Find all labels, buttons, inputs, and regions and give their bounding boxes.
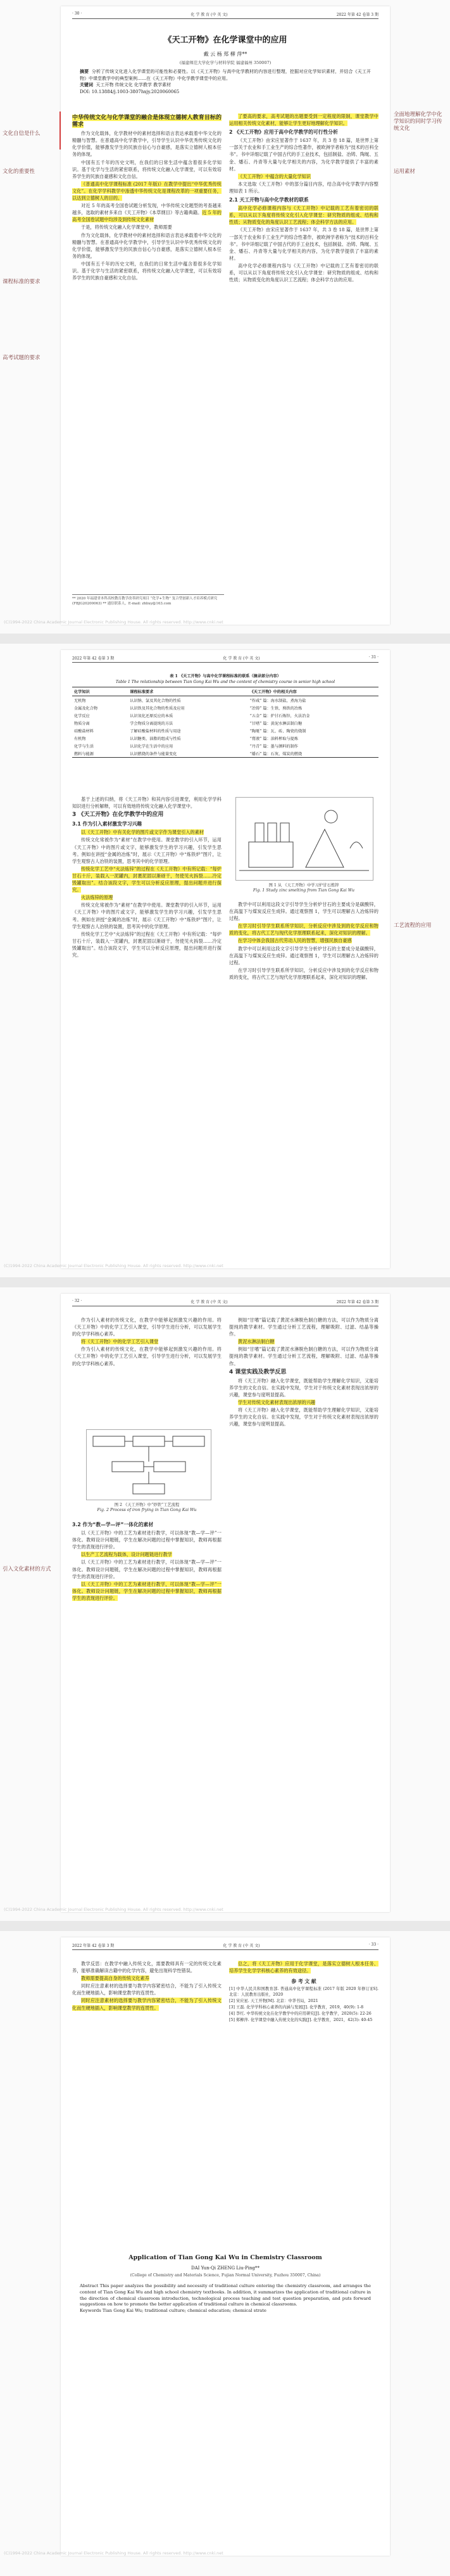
reference-item: [3] 王磊. 化学学科核心素养的内涵与发展[J]. 化学教育，2019，40(9): 1-8 [229,2005,364,2010]
article-authors: 戴 云 杨 郑 柳 萍** [203,51,247,57]
table-cell: 认识化学在生活中的应用 [130,744,173,749]
paragraph: 火法炼锌的原理 [81,895,113,901]
watermark: (C)1994-2022 China Academic Journal Electronic Publishing House. All rights reserved. http://www.cnki.net [4,620,223,625]
paragraph: 传统文化常被作为“素材”在教学中使用。课堂教学的引入环节，运用《天工开物》中的图片或文字，能够激发学生的学习兴趣，引发学生思考。例如在讲授“金属的冶炼”时，展示《天工开物》中“炼铁炉”图片，让学生观察古人冶铁的装置，思考其中的化学原理。 [72,902,222,929]
paragraph: 同时应注意素材的选择要与教学内容紧密结合，不能为了引入传统文化而生硬地插入，影响课堂教学的连贯性。 [72,1998,222,2011]
table-cell: 燃料与能源 [72,749,128,758]
column-right [229,901,378,981]
table-row [72,734,378,742]
table-cell: “甘嗜” 篇：黄泥水淋法制白糖 [249,721,303,726]
section-2-heading: 2 《天工开物》应用于高中化学教学的可行性分析 [229,129,338,136]
page-4 [0,1931,450,2576]
annotation-mark [59,112,61,150]
abstract-label: 摘要 [80,68,89,74]
journal-issue: 2022 年第 42 卷第 3 期 [336,1300,378,1304]
reference-item: [4] 李红. 中华传统文化在化学教学中的应用研究[J]. 化学教学，2020(5): 22-26 [229,2012,372,2017]
table-cell: 认识燃烧的条件与能量变化 [128,749,247,758]
paragraph: 对近 5 年的高考全国卷试题分析发现，中华传统文化题型的考查越来越多，选取的素材多来自《天工开物》《本草纲目》等古籍典籍。近 5 年的高考全国卷试题中均涉及到传统文化素材 [72,203,222,223]
reference-item: [5] 郑柳萍. 化学课堂中融入传统文化的实践[J]. 化学教育，2021，42(3): 40-45 [229,2018,373,2023]
column-right [229,1317,378,1428]
paragraph: 《天工开物》中蕴含的大量化学知识 [238,173,311,179]
column-left [72,796,222,959]
paragraph: 作为文化载体，化学教材中的素材选择和语言表达承载着中华文化的精髓与智慧。在普通高中化学教学中，引导学生认识中华优秀传统文化的化学价值，能够激发学生的民族自信心与自豪感，是落实立德树人根本任务的体现。 [72,232,222,259]
paragraph: 以《天工开物》中的工艺为素材进行教学，可以体现“教—学—评”一体化。教师设计问题链，学生在解决问题的过程中掌握知识，教师再根据学生的表现进行评价。 [72,1581,222,1601]
paper-sheet [61,1937,390,2556]
table-row [72,711,378,719]
table-cell: 学会物质分离提纯的方法 [130,721,173,726]
table-cell: 无机物 [74,698,86,703]
table-row [72,696,378,705]
table-cell: 认识钠、氯及其化合物的性质 [130,698,181,703]
english-keywords: Keywords Tian Gong Kai Wu; traditional culture; chemical education; chemical strate [80,2308,266,2314]
table-cell: 金属及化合物 [74,706,98,711]
paragraph: 基于上述的归纳，将《天工开物》和其内容引进课堂，利用化学学科知识进行分析解释，可以有效地将传统文化融入化学课堂中。 [72,796,222,810]
journal-name: 化 学 教 育 (中 英 文) [223,656,260,661]
paragraph: 作为文化载体，化学教材中的素材选择和语言表达承载着中华文化的精髓与智慧。在普通高中化学教学中，引导学生认识中华优秀传统文化的化学价值，能够激发学生的民族自信心与自豪感，是落实立德树人根本任务的体现。 [72,131,222,158]
keywords-text: 天工开物 传统文化 化学教学 教学素材 [96,82,172,87]
page-number: · 32 · [72,1299,82,1303]
english-authors: DAI Yun-Qi ZHENG Liu-Ping** [191,2266,259,2271]
column-left-lower [72,1519,222,1602]
paragraph: 将《天工开物》融入化学课堂，既能帮助学生理解化学知识，又能培养学生的文化自信。在实践中发现，学生对于传统文化素材表现出浓厚的兴趣，课堂参与度明显提高。 [229,1377,378,1398]
paragraph: 教学中可以利用这段文字引导学生分析炉甘石的主要成分是碳酸锌，在高温下与煤炭反应生成锌。通过观察图 1，学生可以理解古人冶炼锌的过程。 [229,902,378,922]
paragraph: 教学中可以利用这段文字引导学生分析炉甘石的主要成分是碳酸锌，在高温下与煤炭反应生成锌。通过观察图 1，学生可以理解古人冶炼锌的过程。 [229,945,378,966]
paragraph: 将《天工开物》融入化学课堂，既能帮助学生理解化学知识，又能培养学生的文化自信。在实践中发现，学生对于传统文化素材表现出浓厚的兴趣，课堂参与度明显提高。 [229,1407,378,1427]
table-1 [72,673,378,758]
margin-note: 运用素材 [394,169,416,175]
journal-issue: 2022 年第 42 卷第 3 期 [72,1944,115,1948]
running-header [72,11,378,19]
table-cell: 有机物 [74,736,86,741]
paragraph: 中国有五千年的历史文明，在我们的日常生活中蕴含着很多化学知识。基于化学与生活的紧密联系，将传统文化融入化学课堂，可以有效培养学生的民族自豪感和文化自信。 [72,260,222,281]
paragraph: 以《天工开物》中的工艺为素材进行教学，可以体现“教—学—评”一体化。教师设计问题链，学生在解决问题的过程中掌握知识，教师再根据学生的表现进行评价。 [72,1530,222,1550]
section-3-2-heading: 3.2 作为“教—学—评”一体化的素材 [72,1522,154,1527]
english-abstract-text: Abstract This paper analyzes the possibility and necessity of traditional culture entering the chemistry classroom, and arranges the content of Tian Gong Kai Wu and high school chemistry textbooks. In addition, it summarizes the application of traditional culture in the direction of chemical classroom introduction, technological process teaching and test question preparation, and puts forward suggestions on how to promote the better application of traditional culture in chemical classrooms. [80,2283,371,2307]
english-affiliation: (College of Chemistry and Materials Science, Fujian Normal University, Fuzhou 350007, China) [130,2273,321,2278]
page-number: · 31 · [368,655,378,660]
section-1-heading: 中华传统文化与化学课堂的融合是体现立德树人教育目标的需求 [72,115,222,129]
table-header: 《天工开物》中的相关内容 [248,687,378,696]
running-header [72,1299,378,1306]
abstract-text: 分析了传统文化进入化学课堂的可能性和必要性。以《天工开物》与高中化学教材的内容进行整理，挖掘对应化学知识素材，并结合《天工开物》中课堂教学中的典型案例……在《天工开物》中化学教学课堂中的应用。 [80,69,372,81]
paper-sheet [61,6,390,625]
table-cell: 认识糖类、油脂的组成与性质 [130,736,181,741]
table-cell: 硅酸盐材料 [74,729,94,734]
watermark: (C)1994-2022 China Academic Journal Electronic Publishing House. All rights reserved. http://www.cnki.net [4,1263,223,1268]
paper-sheet [61,1294,390,1912]
references-heading: 参 考 文 献 [291,1979,316,1985]
table-cell: 化学与生活 [74,744,94,749]
table-cell: 物质分离 [74,721,90,726]
doi: DOI: 10.13884/j.1003-3807hxjy.2020060065 [80,89,180,94]
figure-1-illustration [235,797,373,881]
table-cell: “五金” 篇：炉甘石炼锌，火法冶金 [249,713,310,718]
paper-sheet [61,650,390,1268]
paragraph: 学生对传统文化素材表现出浓厚的兴趣 [238,1400,316,1406]
figure-2-caption: 图 2 《天工开物》中“炒铁”工艺流程 [114,1503,180,1507]
table-row [72,727,378,734]
page-3 [0,1287,450,1921]
section-3-1-heading: 3.1 作为引入素材激发学习兴趣 [72,821,142,827]
paragraph: 本文选取《天工开物》中的部分篇目内容，结合高中化学教学内容整理如表 1 所示。 [229,181,378,194]
column-right [229,113,378,284]
table-cell: 认识铁及其化合物的性质及应用 [130,706,185,711]
paragraph: 将《天工开物》中的化学工艺引入课堂 [81,1339,159,1345]
column-left [72,1317,222,1368]
paragraph: 例如“甘嗜”篇记载了黄泥水淋脱色制白糖的方法，可以作为物质分离提纯的教学素材。学生通过分析工艺流程，理解吸附、过滤、结晶等操作。 [229,1346,378,1367]
article-affiliation: (福建师范大学化学与材料学院 福建福州 350007) [179,60,272,65]
page-number: · 30 · [72,11,82,16]
paragraph: 作为引入素材的传统文化，在教学中能够起到激发兴趣的作用。将《天工开物》中的化学工艺引入课堂，引导学生进行分析，可以发展学生的化学学科核心素养。 [72,1317,222,1337]
paragraph: 《天工开物》由宋应星著作于 1637 年，共 3 卷 18 篇，是世界上第一部关于农业和手工业生产的综合性著作，被欧洲学者称为“技术的百科全书”。书中详细记载了中国古代的手工业技术，包括制盐、冶铸、陶埏、五金、燔石、丹青等大量与化学相关的内容，为化学教学提供了丰富的素材。 [229,137,378,172]
paragraph: 以《天工开物》中的工艺为素材进行教学，可以体现“教—学—评”一体化。教师设计问题链，学生在解决问题的过程中掌握知识，教师再根据学生的表现进行评价。 [72,1559,222,1579]
paragraph: 总之，将《天工开物》应用于化学课堂，是落实立德树人根本任务、培养学生化学学科核心素养的有效途径。 [229,1961,378,1974]
paragraph: 同时应注意素材的选择要与教学内容紧密结合，不能为了引入传统文化而生硬地插入，影响课堂教学的连贯性。 [72,1983,222,1996]
figure-2-flowchart [86,1429,211,1500]
section-3-heading: 3 《天工开物》在化学教学中的应用 [72,812,164,819]
table-header: 化学知识 [72,687,128,696]
paragraph: 《天工开物》由宋应星著作于 1637 年，共 3 卷 18 篇，是世界上第一部关于农业和手工业生产的综合性著作，被欧洲学者称为“技术的百科全书”。书中详细记载了中国古代的手工业技术，包括制盐、冶铸、陶埏、五金、燔石、丹青等大量与化学相关的内容，为化学教学提供了丰富的素材。 [229,227,378,261]
table-cell: “膏液” 篇：油料榨取与提炼 [249,736,298,741]
paragraph: 传统化学工艺中“火法炼锌”的过程在《天工开物》中有所记载：“每炉甘石十斤，装载入一泥罐内，封裹泥固以渐砑干，勿使见火拆裂……冷定毁罐取出”。结合该段文字，学生可以分析反应原理，提出问题并进行探究。 [72,931,222,958]
table-cell: 化学反应 [74,713,90,718]
keywords-label: 关键词 [80,82,93,87]
table-cell: “作咸” 篇：海水制盐，煮海为盐 [249,698,306,703]
table-row [72,719,378,727]
section-2-1-heading: 2.1 天工开物与高中化学教材的联系 [229,197,309,203]
english-title: Application of Tian Gong Kai Wu in Chemistry Classroom [128,2254,322,2261]
column-right [229,1960,378,2024]
paragraph: 于是，将传统文化融入化学课堂中，教师需要 [81,224,172,231]
margin-note: 工艺流程的应用 [394,922,432,929]
paragraph: 教学反思：在教学中融入传统文化，需要教师具有一定的传统文化素养，能够准确解读古籍中的化学内容，避免出现科学性错误。 [72,1961,222,1974]
reference-list [229,1986,378,2023]
margin-note: 全面地理解化学中化学知识的同时学习传统文化 [394,112,442,132]
paragraph: 在学习中体会我国古代劳动人民的智慧，增强民族自豪感 [238,938,352,944]
paragraph: 教师需要提高自身的传统文化素养 [81,1975,149,1982]
table-cell: “冶铸” 篇：生铁、熟铁的冶炼 [249,706,303,711]
journal-name: 化 学 教 育 (中 英 文) [191,1300,228,1304]
paragraph: 在学习时引导学生联系所学知识，分析反应中涉及到的化学反应和物质的变化，将古代工艺与现代化学原理联系起来，深化对知识的理解。 [229,967,378,980]
page-1 [0,0,450,634]
figure-1-caption: 图 1 从 《天工开物》中学习炉甘石炼锌 [268,883,339,888]
footnote: ** 2020 年福建省本科高校教育教学改革研究项目 “化学+生物” 复合型创新人才培养模式研究 (FBJG20200063) ** 通信联系人，E-mail: zhliuy@163.com [72,594,224,606]
paragraph: 在学习时引导学生联系所学知识，分析反应中涉及到的化学反应和物质的变化，将古代工艺与现代化学原理联系起来，深化对知识的理解。 [229,923,378,936]
margin-note: 文化的重要性 [3,169,35,175]
table-header: 课程标准要求 [128,687,247,696]
paragraph: 《普通高中化学课程标准 (2017 年版)》在教学中提出“中华优秀传统文化”。在化学学科教学中渗透中华传统文化是课程改革的一项重要任务，以达到立德树人的目的。 [72,181,222,201]
article-title: 《天工开物》在化学课堂中的应用 [163,35,287,45]
paragraph: 例如“甘嗜”篇记载了黄泥水淋脱色制白糖的方法，可以作为物质分离提纯的教学素材。学生通过分析工艺流程，理解吸附、过滤、结晶等操作。 [229,1317,378,1337]
running-header [72,655,378,663]
paragraph: 传统文化常被作为“素材”在教学中使用。课堂教学的引入环节，运用《天工开物》中的图片或文字，能够激发学生的学习兴趣，引发学生思考。例如在讲授“金属的冶炼”时，展示《天工开物》中“炼铁炉”图片，让学生观察古人冶铁的装置，思考其中的化学原理。 [72,837,222,864]
figure-2-caption-en: Fig. 2 Process of iron frying in Tian Gong Kai Wu [97,1508,197,1512]
paragraph: 以生产工艺流程为载体，设计问题链进行教学 [81,1552,172,1558]
margin-note: 高考试题的要求 [3,355,41,361]
table [72,687,378,758]
journal-issue: 2022 年第 42 卷第 3 期 [72,656,115,661]
page-number: · 33 · [368,1942,378,1947]
table-cell: “燔石” 篇：石灰、煤炭的燃烧 [248,749,378,758]
table-row [72,704,378,711]
table-caption-en: Table 1 The relationship between Tian Gong Kai Wu and the content of chemistry course in senior high school [115,680,335,684]
english-abstract [80,2283,371,2314]
figure-1-caption-en: Fig. 1 Study zinc smelting from Tian Gong Kai Wu [253,888,355,893]
reference-item: [2] 宋应星. 天工开物[M]. 北京：中华书局，2021 [229,1999,318,2004]
margin-note: 引入文化素材的方式 [3,1566,51,1572]
paragraph: 中国有五千年的历史文明，在我们的日常生活中蕴含着很多化学知识。基于化学与生活的紧密联系，将传统文化融入化学课堂，可以有效培养学生的民族自豪感和文化自信。 [72,159,222,179]
journal-name: 化 学 教 育 (中 英 文) [223,1944,260,1948]
table-row [72,742,378,749]
paragraph: 高中化学必修课程内容与《天工开物》中记载的工艺有着密切的联系，可以从以下角度将传统文化引入化学课堂：研究物质的组成、结构和性质；从物质变化的角度认识工艺流程；体会科学方法的应用。 [229,262,378,283]
table-caption: 表 1 《天工开物》与高中化学课程标准的联系（摘录部分内容） [170,674,281,679]
reference-item: [1] 中华人民共和国教育部. 普通高中化学课程标准 (2017 年版 2020 年修订)[S]. 北京：人民教育出版社，2020 [229,1987,378,1998]
table-cell: 认识氧化还原反应的本质 [130,713,173,718]
column-left [72,113,222,282]
margin-note: 文化自信是什么 [3,131,41,137]
section-4-heading: 4 课堂实践及教学反思 [229,1368,287,1375]
watermark: (C)1994-2022 China Academic Journal Electronic Publishing House. All rights reserved. http://www.cnki.net [4,1907,223,1912]
running-header [72,1942,378,1950]
journal-issue: 2022 年第 42 卷第 3 期 [336,13,378,17]
page-2 [0,644,450,1277]
table-cell: “陶埏” 篇：瓦、砖、陶瓷的烧制 [249,729,306,734]
table-cell: “丹青” 篇：墨与颜料的制作 [249,744,298,749]
table-row [72,749,378,758]
paragraph: 高中化学必修课程内容与《天工开物》中记载的工艺有着密切的联系，可以从以下角度将传统文化引入化学课堂：研究物质的组成、结构和性质；从物质变化的角度认识工艺流程；体会科学方法的应用。 [229,205,378,226]
margin-note: 课程标准的要求 [3,279,41,285]
paragraph: 以《天工开物》中有关化学的图片或文字作为课堂引入的素材 [81,829,204,836]
column-left [72,1960,222,2012]
journal-name: 化 学 教 育 (中 英 文) [191,13,228,17]
paragraph: 了要高的要求，高考试题的出题要受到一定程度的限制，课堂教学中运用相关传统文化素材，能够让学生更好地理解化学知识。 [229,113,378,127]
abstract [80,68,371,95]
table-cell: 了解硅酸盐材料的性质与用途 [130,729,181,734]
watermark: (C)1994-2022 China Academic Journal Electronic Publishing House. All rights reserved. http://www.cnki.net [4,2551,223,2556]
paragraph: 黄泥水淋法制白糖 [238,1339,275,1345]
paragraph: 传统化学工艺中“火法炼锌”的过程在《天工开物》中有所记载：“每炉甘石十斤，装载入一泥罐内，封裹泥固以渐砑干，勿使见火拆裂……冷定毁罐取出”。结合该段文字，学生可以分析反应原理，提出问题并进行探究。 [72,865,222,893]
paragraph: 作为引入素材的传统文化，在教学中能够起到激发兴趣的作用。将《天工开物》中的化学工艺引入课堂，引导学生进行分析，可以发展学生的化学学科核心素养。 [72,1346,222,1367]
